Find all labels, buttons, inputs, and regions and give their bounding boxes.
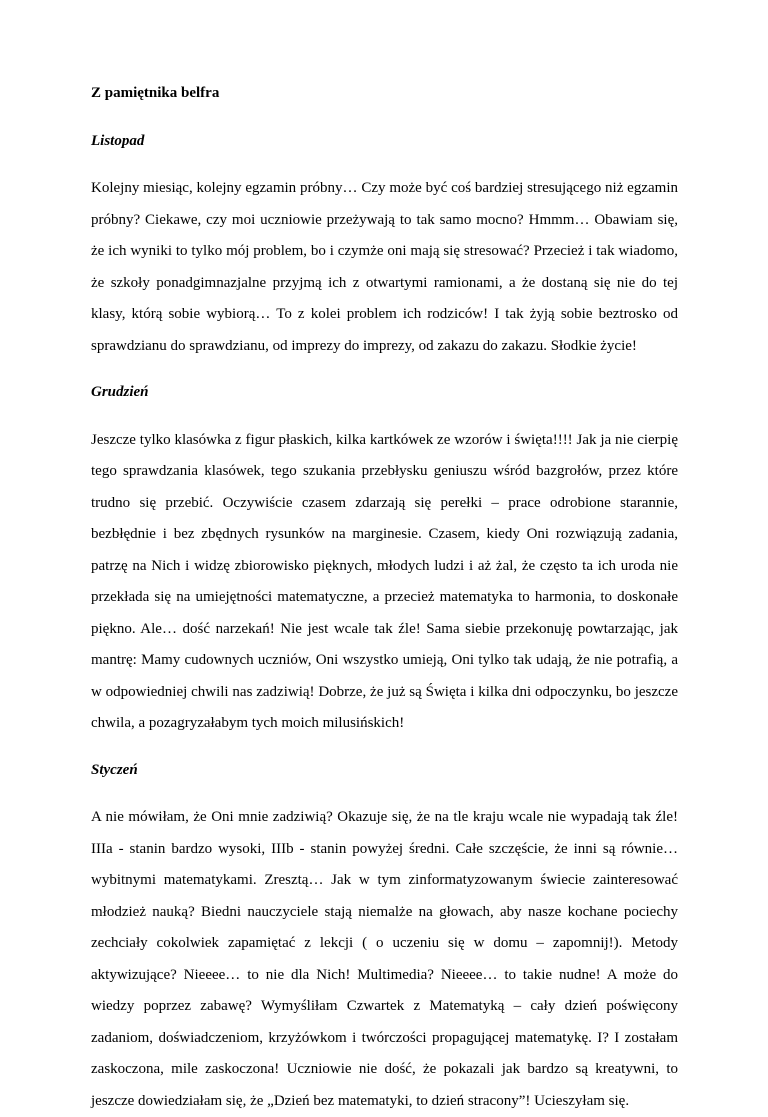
section-text-styczen: A nie mówiłam, że Oni mnie zadziwią? Okazuje się, że na tle kraju wcale nie wypadają tak źle! IIIa - stanin bardzo wysoki, IIIb - stanin powyżej średni. Całe szczęście, że inni są równie…wybitnymi matematykami. Zresztą… Jak w tym zinformatyzowanym świecie zainteresować młodzież nauką? Biedni nauczyciele stają niemalże na głowach, aby nasze kochane pociechy zechciały cokolwiek zapamiętać z lekcji ( o uczeniu się w domu – zapomnij!). Metody aktywizujące? Nieeee… to nie dla Nich! Multimedia? Nieeee… to takie nudne! A może do wiedzy poprzez zabawę? Wymyśliłam Czwartek z Matematyką – cały dzień poświęcony zadaniom, doświadczeniom, krzyżówkom i twórczości propagującej matematykę. I? I zostałam zaskoczona, mile zaskoczona! Uczniowie nie dość, że pokazali jak bardzo są kreatywni, to jeszcze dowiedziałam się, że „Dzień bez matematyki, to dzień stracony”! Ucieszyłam się. [91,809,678,1109]
section-text-listopad: Kolejny miesiąc, kolejny egzamin próbny… Czy może być coś bardziej stresującego niż egzamin próbny? Ciekawe, czy moi uczniowie przeżywają to tak samo mocno? Hmmm… Obawiam się, że ich wyniki to tylko mój problem, bo i czymże oni mają się stresować? Przecież i tak wiadomo, że szkoły ponadgimnazjalne przyjmą ich z otwartymi ramionami, a że dostaną się nie do tej klasy, którą sobie wybiorą… To z kolei problem ich rodziców! I tak żyją sobie beztrosko od sprawdzianu do sprawdzianu, od imprezy do imprezy, od zakazu do zakazu. Słodkie życie! [91,180,678,354]
document-title: Z pamiętnika belfra [91,85,220,101]
section-text-grudzien: Jeszcze tylko klasówka z figur płaskich, kilka kartkówek ze wzorów i święta!!!! Jak ja nie cierpię tego sprawdzania klasówek, tego szukania przebłysku geniuszu wśród bazgrołów, przez które trudno się przebić. Oczywiście czasem zdarzają się perełki – prace odrobione starannie, bezbłędnie i bez zbędnych rysunków na marginesie. Czasem, kiedy Oni rozwiązują zadania, patrzę na Nich i widzę zbiorowisko pięknych, młodych ludzi i aż żal, że często ta ich uroda nie przekłada się na umiejętności matematyczne, a przecież matematyka to harmonia, to doskonałe piękno. Ale… dość narzekań! Nie jest wcale tak źle! Sama siebie przekonuję powtarzając, jak mantrę: Mamy cudownych uczniów, Oni wszystko umieją, Oni tylko tak udają, że nie potrafią, a w odpowiedniej chwili nas zadziwią! Dobrze, że już są Święta i kilka dni odpoczynku, bo jeszcze chwila, a pozagryzałabym tych moich milusińskich! [91,431,678,731]
document-page [91,78,678,1117]
section-heading-listopad: Listopad [91,132,145,149]
section-heading-grudzien: Grudzień [91,384,149,400]
section-heading-styczen: Styczeń [91,761,138,778]
